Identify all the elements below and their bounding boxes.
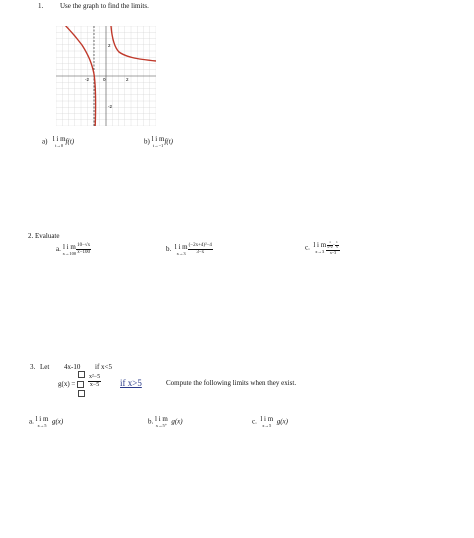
q1b-lim: l i m <box>151 135 165 143</box>
q3-instruction: Compute the following limits when they exist. <box>166 379 297 387</box>
q3a-lim: l i m <box>35 415 49 423</box>
q3-brace-box-top <box>78 370 85 378</box>
q1b-expr: f(t) <box>164 137 173 146</box>
q3c-expr: g(x) <box>276 417 288 426</box>
q1-graph <box>56 26 156 126</box>
q3a-label: a. <box>29 417 34 426</box>
curve-right-branch <box>111 26 156 61</box>
q1a-sub: t→0 <box>55 143 64 148</box>
q1a-expr: f(t) <box>65 137 75 146</box>
q2c-label: c. <box>305 243 310 252</box>
q1-prompt: Use the graph to find the limits. <box>60 2 149 10</box>
q2c <box>305 241 340 255</box>
y-tick-neg2: -2 <box>108 104 113 109</box>
q3-gx: g(x) = <box>58 380 84 388</box>
q1-number: 1. <box>38 2 44 10</box>
q2a-lim: l i m <box>62 242 76 251</box>
q1b-sub: t→−1 <box>152 143 164 148</box>
q2a <box>56 243 91 256</box>
q2c-lim: l i m <box>313 241 327 250</box>
q2-title: 2. Evaluate <box>28 232 60 240</box>
q2a-label: a. <box>56 245 61 254</box>
q2b-label: b. <box>166 245 172 254</box>
q3-piece1-expr: 4x-10 <box>64 363 81 371</box>
q3-piece1-cond: if x<5 <box>95 363 112 371</box>
q3-piece2-fraction: $\frac{\text{x²−5}}{x-5}$ <box>89 374 101 388</box>
y-tick-2: 2 <box>108 43 111 48</box>
q3-label: 3. <box>30 363 36 371</box>
q3c-lim: l i m <box>260 415 274 423</box>
q3-brace-box-mid <box>77 381 84 388</box>
x-tick-2: 2 <box>126 77 129 82</box>
q2c-fraction: $\frac{1}{x+2}$ − $\frac{1}{5}$ x−3 <box>327 240 338 255</box>
q1a-label: a) <box>42 137 48 146</box>
q3b-sub: x→5⁺ <box>155 423 168 428</box>
x-tick-0: 0 <box>103 77 106 82</box>
q3a-expr: g(x) <box>51 417 64 426</box>
q2b <box>166 243 213 256</box>
q2a-fraction: $\frac{10-√x}{x-100}$ <box>77 243 91 255</box>
q1b-label: b) <box>144 137 150 146</box>
q3b-label: b. <box>148 417 154 426</box>
q3b-expr: g(x) <box>171 417 183 426</box>
q3a <box>29 416 63 428</box>
q3c <box>252 416 288 428</box>
q1a-lim: l i m <box>52 135 66 143</box>
q2b-fraction: $\frac{\text{(−2x+4)²−4}}{3-x}$ <box>188 243 212 255</box>
q3c-label: c. <box>252 417 257 426</box>
q1b <box>144 136 173 148</box>
q2b-lim: l i m <box>174 242 188 251</box>
q2b-sub: x→3 <box>176 250 186 256</box>
q3a-sub: x→5 <box>37 423 47 428</box>
q3-brace-box-bottom <box>78 389 85 397</box>
q1a <box>42 136 74 148</box>
q2a-sub: x→100 <box>62 250 77 256</box>
q3b-lim: l i m <box>155 415 168 423</box>
q3-piece2-cond: if x>5 <box>120 378 142 388</box>
function-graph <box>56 26 156 126</box>
q3-let: Let <box>40 363 50 371</box>
q3c-sub: x→5 <box>262 423 272 428</box>
q3b <box>148 416 183 428</box>
x-tick-neg2: -2 <box>85 77 90 82</box>
q2c-sub: x→3 <box>315 249 325 255</box>
